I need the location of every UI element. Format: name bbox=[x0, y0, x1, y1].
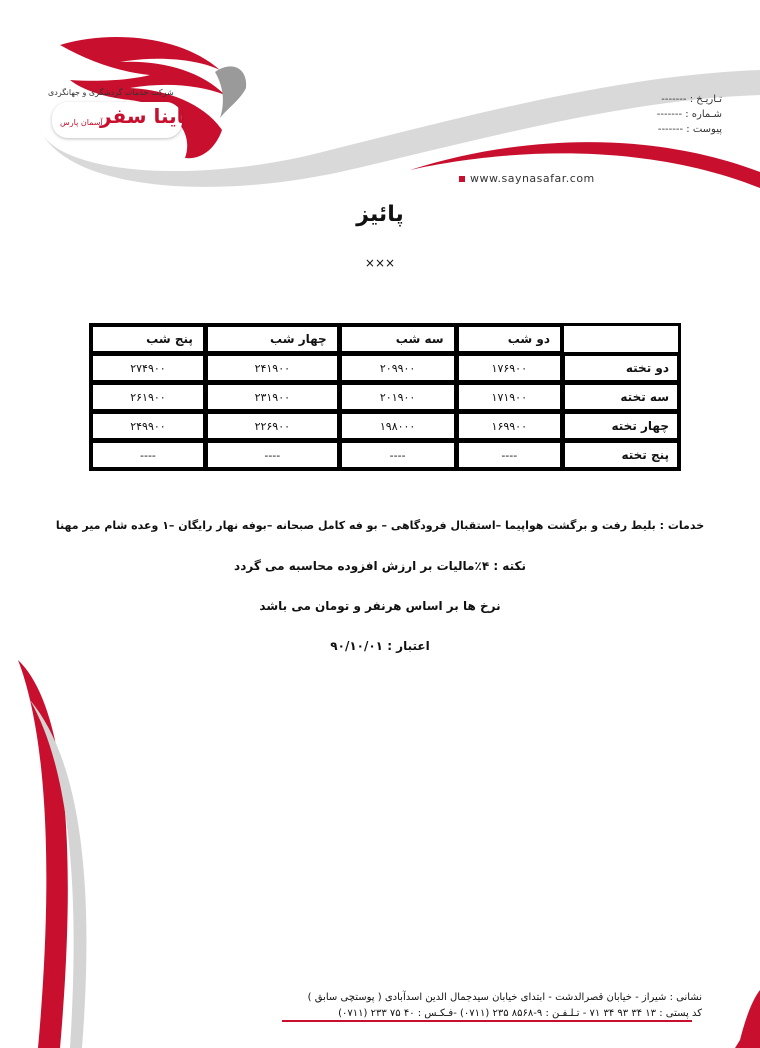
row-header: سه تخته bbox=[564, 384, 678, 410]
footer-divider bbox=[282, 1020, 692, 1022]
table-row bbox=[92, 413, 678, 439]
rates-note: نرخ ها بر اساس هرنفر و تومان می باشد bbox=[259, 599, 501, 613]
price-cell: ۲۳۱۹۰۰ bbox=[207, 384, 338, 410]
company-subname: آسمان پارس bbox=[60, 118, 103, 127]
validity-note: اعتبار : ۹۰/۱۰/۰۱ bbox=[330, 639, 430, 653]
column-header: سه شب bbox=[341, 326, 455, 352]
footer-address: نشانی : شیراز - خیابان قصرالدشت - ابتدای خیابان سیدجمال الدین اسدآبادی ( پوستچی سابق ) bbox=[307, 992, 702, 1003]
page-subtitle: ××× bbox=[364, 256, 396, 270]
price-cell: ۲۴۱۹۰۰ bbox=[207, 355, 338, 381]
price-cell: ۲۷۴۹۰۰ bbox=[92, 355, 204, 381]
price-cell: ۲۰۹۹۰۰ bbox=[341, 355, 455, 381]
column-header: پنج شب bbox=[92, 326, 204, 352]
price-cell: ۲۰۱۹۰۰ bbox=[341, 384, 455, 410]
price-cell: ۱۷۶۹۰۰ bbox=[458, 355, 561, 381]
price-cell: ۲۴۹۹۰۰ bbox=[92, 413, 204, 439]
column-header: چهار شب bbox=[207, 326, 338, 352]
row-header: دو تخته bbox=[564, 355, 678, 381]
table-corner bbox=[564, 326, 678, 352]
price-table bbox=[89, 323, 681, 471]
date-field: تـاریـخ : ------- bbox=[661, 94, 722, 105]
column-header: دو شب bbox=[458, 326, 561, 352]
price-cell: ۲۶۱۹۰۰ bbox=[92, 384, 204, 410]
table-row bbox=[92, 442, 678, 468]
price-cell: ۱۶۹۹۰۰ bbox=[458, 413, 561, 439]
row-header: چهار تخته bbox=[564, 413, 678, 439]
table-row bbox=[92, 355, 678, 381]
table-header-row bbox=[92, 326, 678, 352]
price-cell: ۱۷۱۹۰۰ bbox=[458, 384, 561, 410]
page-title: پائیز bbox=[356, 202, 404, 227]
price-cell: ---- bbox=[92, 442, 204, 468]
row-header: پنج تخته bbox=[564, 442, 678, 468]
logo-wing-icon bbox=[60, 37, 225, 158]
bottom-right-swoosh bbox=[735, 990, 760, 1048]
services-note: خدمات : بلیط رفت و برگشت هواپیما –استقبال فرودگاهی – بو فه کامل صبحانه –بوفه نهار رایگان –۱ وعده شام میر مهنا bbox=[55, 519, 705, 532]
tax-note: نکته : ۴٪مالیات بر ارزش افزوده محاسبه می گردد bbox=[234, 559, 526, 573]
website-url: www.saynasafar.com bbox=[470, 172, 595, 185]
table-row bbox=[92, 384, 678, 410]
price-cell: ---- bbox=[341, 442, 455, 468]
company-name: ساینا سفر bbox=[100, 104, 204, 128]
attachment-field: پیوست : ------- bbox=[657, 124, 722, 135]
footer-contact: کد پستی : ۱۳ ۳۴ ۹۳ ۳۴ ۷۱ - تـلـفـن : ۹-۸۵۶۸ ۲۳۵ (۰۷۱۱) -فـکـس : ۴۰ ۷۵ ۲۳۳ (۰۷۱۱) bbox=[338, 1008, 702, 1019]
website-bullet-icon bbox=[459, 176, 465, 182]
number-field: شـماره : ------- bbox=[656, 109, 722, 120]
price-cell: ۱۹۸۰۰۰ bbox=[341, 413, 455, 439]
price-cell: ---- bbox=[207, 442, 338, 468]
company-tagline: شرکت خدمات گردشگری و جهانگردی bbox=[48, 88, 174, 97]
price-cell: ---- bbox=[458, 442, 561, 468]
price-cell: ۲۲۶۹۰۰ bbox=[207, 413, 338, 439]
